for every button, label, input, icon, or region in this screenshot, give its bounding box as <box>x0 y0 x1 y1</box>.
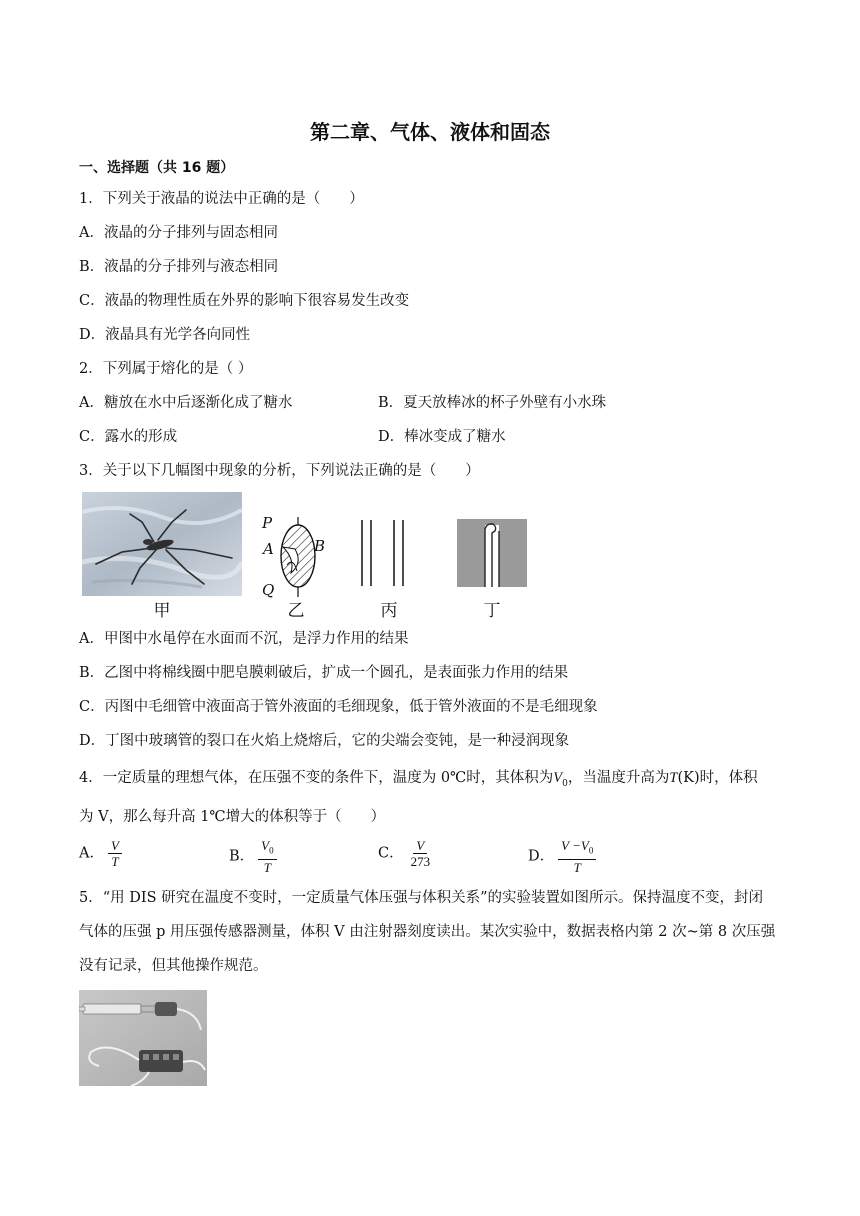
fig-caption-jia: 甲 <box>153 601 171 621</box>
q4-line-2: 为 V，那么每升高 1℃增大的体积等于（ ） <box>79 809 386 825</box>
water-strider-photo <box>82 492 242 596</box>
q2-option-a: A．糖放在水中后逐渐化成了糖水 <box>79 395 293 411</box>
q4-option-d: D． $\frac{V -V_0}{T}$ <box>528 838 600 875</box>
fig-caption-yi: 乙 <box>287 601 305 621</box>
fraction: $\frac{V}{T}$ <box>108 838 122 869</box>
fraction: $\frac{V}{273}$ <box>410 838 431 869</box>
q2-option-b: B．夏天放棒冰的杯子外壁有小水珠 <box>378 395 607 411</box>
q4-option-c: C． $\frac{V}{273}$ <box>378 838 437 869</box>
label-a: A <box>263 540 274 558</box>
q5-line-2: 气体的压强 p 用压强传感器测量，体积 V 由注射器刻度读出。某次实验中，数据表格内第 2 次~第 8 次压强 <box>79 924 776 940</box>
capillary-tubes-diagram <box>356 518 416 588</box>
q3-option-b: B．乙图中将棉线圈中肥皂膜刺破后，扩成一个圆孔，是表面张力作用的结果 <box>79 665 569 681</box>
q4-option-a: A． $\frac{V}{T}$ <box>79 838 126 869</box>
q3-option-c: C．丙图中毛细管中液面高于管外液面的毛细现象，低于管外液面的不是毛细现象 <box>79 699 598 715</box>
label-b: B <box>314 537 326 555</box>
fraction: $\frac{V -V_0}{T}$ <box>558 838 596 875</box>
q1-option-c: C．液晶的物理性质在外界的影响下很容易发生改变 <box>79 293 410 309</box>
q3-option-a: A．甲图中水黾停在水面而不沉，是浮力作用的结果 <box>79 631 409 647</box>
label-p: P <box>262 514 273 532</box>
q1-option-a: A．液晶的分子排列与固态相同 <box>79 225 278 241</box>
q5-line-3: 没有记录，但其他操作规范。 <box>79 958 268 974</box>
glass-tube-diagram <box>457 519 527 587</box>
page-title: 第二章、气体、液体和固态 <box>310 120 550 144</box>
fraction: $\frac{V_0}{T}$ <box>258 838 276 875</box>
q2-stem: 2．下列属于熔化的是（ ） <box>79 361 253 377</box>
q2-option-d: D．棒冰变成了糖水 <box>378 429 506 445</box>
q5-line-1: 5．“用 DIS 研究在温度不变时，一定质量气体压强与体积关系”的实验装置如图所示。保持温度不变，封闭 <box>79 890 764 906</box>
q4-line-1: 4．一定质量的理想气体，在压强不变的条件下，温度为 0℃时，其体积为$V_0$，当温度升高为T(K)时，体积 <box>79 770 758 789</box>
label-q: Q <box>262 581 275 599</box>
q1-option-b: B．液晶的分子排列与液态相同 <box>79 259 279 275</box>
q1-option-d: D．液晶具有光学各向同性 <box>79 327 251 343</box>
dis-apparatus-photo <box>79 990 207 1086</box>
q4-option-b: B． $\frac{V_0}{T}$ <box>229 838 281 875</box>
q3-option-d: D．丁图中玻璃管的裂口在火焰上烧熔后，它的尖端会变钝，是一种浸润现象 <box>79 733 570 749</box>
q1-stem: 1．下列关于液晶的说法中正确的是（ ） <box>79 191 364 207</box>
fig-caption-bing: 丙 <box>380 601 398 621</box>
section-heading: 一、选择题（共 16 题） <box>79 160 235 176</box>
fig-caption-ding: 丁 <box>483 601 501 621</box>
q3-stem: 3．关于以下几幅图中现象的分析，下列说法正确的是（ ） <box>79 463 480 479</box>
q2-option-c: C．露水的形成 <box>79 429 178 445</box>
